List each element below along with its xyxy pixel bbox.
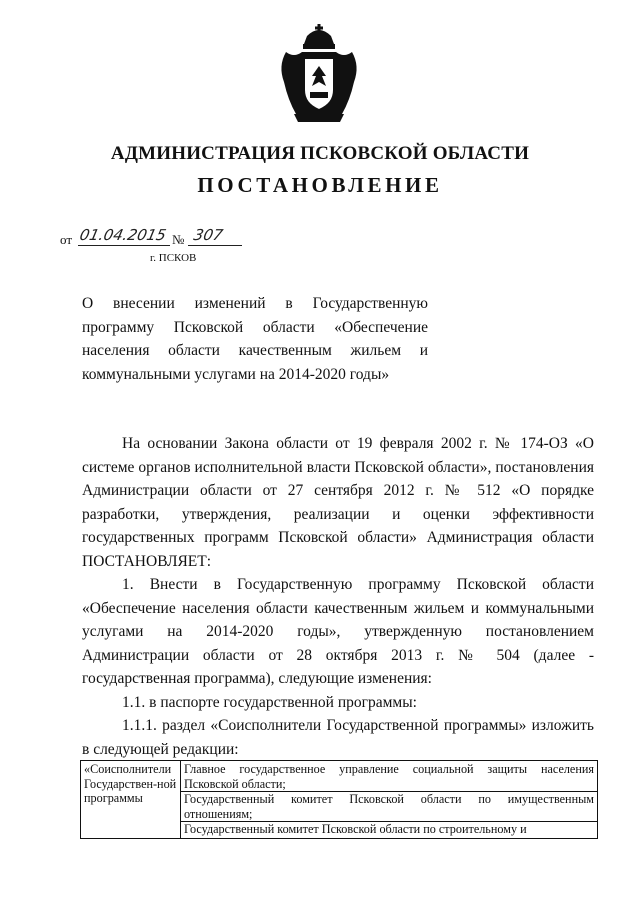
date-underline [78,245,170,246]
body-paragraph: 1. Внести в Государственную программу Псковской области «Обеспечение населения области качественным жильем и коммунальными услугами на 2014-2020 годы», утвержденную постановлением Администрации области от 28 октября 2013 г. № 504 (далее - государственная программа), следующие изменения: [82,576,594,687]
document-type-title: ПОСТАНОВЛЕНИЕ [197,173,443,197]
body-paragraph: 1.1.1. раздел «Соисполнители Государственной программы» изложить в следующей редакции: [82,717,594,758]
body-paragraph: 1.1. в паспорте государственной программы: [122,693,417,711]
coexecutors-table [80,760,598,839]
body-paragraph: На основании Закона области от 19 февраля 2002 г. № 174-ОЗ «О системе органов исполнительной власти Псковской области», постановления Администрации области от 27 сентября 2012 г. № 512 «О порядке разработки, утверждения, реализации и оценки эффективности государственных программ Псковской области» Администрация области ПОСТАНОВЛЯЕТ: [82,435,594,570]
handwritten-number: 307 [192,226,225,244]
organization-title: АДМИНИСТРАЦИЯ ПСКОВСКОЙ ОБЛАСТИ [110,143,530,164]
document-body [82,432,594,761]
number-sign: № [172,232,185,247]
table-item: Главное государственное управление социальной защиты населения Псковской области; [184,762,594,791]
table-row [81,761,598,839]
document-number-line [60,224,260,248]
table-label-cell: «Соисполнители Государствен-ной программы [81,761,181,839]
coat-of-arms-icon [274,22,364,126]
table-items-cell [181,761,598,839]
city-label: г. ПСКОВ [150,252,197,264]
handwritten-date: 01.04.2015 [78,226,168,244]
number-underline [188,245,242,246]
document-subject: О внесении изменений в Государственную программу Псковской области «Обеспечение населения области качественным жильем и коммунальными услугами на 2014-2020 годы» [82,295,428,383]
date-prefix: от [60,232,73,247]
table-item: Государственный комитет Псковской области по строительному и [181,821,597,837]
table-item: Государственный комитет Псковской области по имущественным отношениям; [181,791,597,821]
